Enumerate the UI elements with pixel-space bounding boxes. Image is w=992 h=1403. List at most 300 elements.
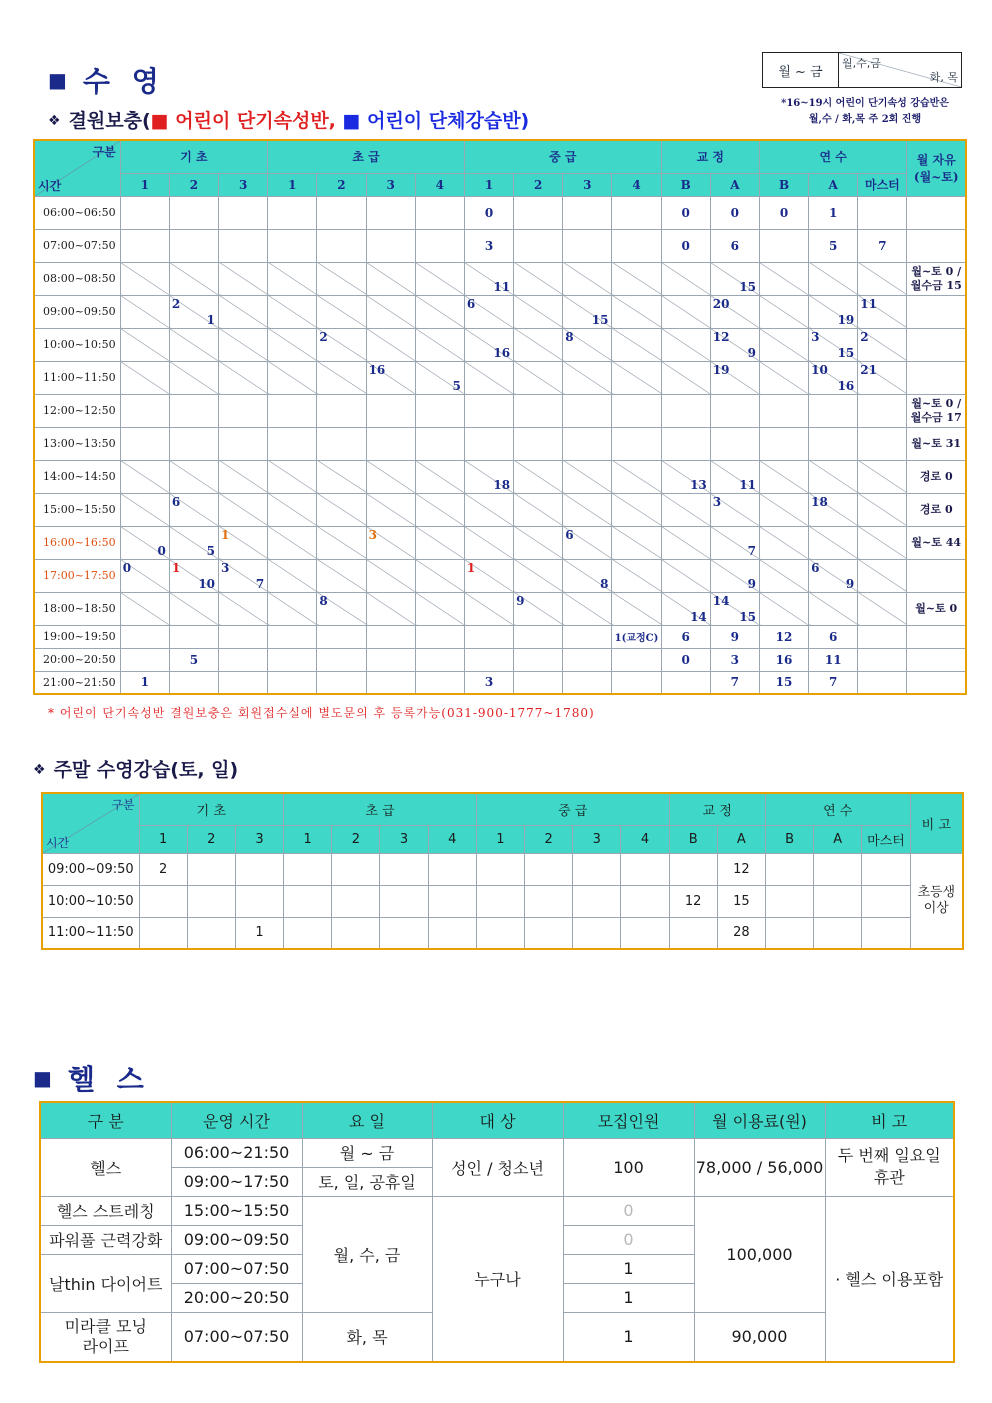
vacancy-table (33, 139, 967, 695)
vacancy-cell (809, 328, 858, 361)
vacancy-cell (514, 295, 563, 328)
weekend-cell (235, 885, 283, 917)
vacancy-cell (464, 394, 513, 427)
vacancy-cell (317, 427, 366, 460)
vacancy-cell (464, 493, 513, 526)
vacancy-cell (219, 394, 268, 427)
vacancy-cell (366, 460, 415, 493)
vacancy-cell (366, 196, 415, 229)
vacancy-count-right: 9 (747, 345, 756, 360)
vacancy-cell (366, 648, 415, 671)
vacancy-count: 6 (171, 494, 181, 509)
table-row (34, 196, 966, 229)
vacancy-count: 16 (368, 362, 386, 377)
group-class-marker: ■ 어린이 단체강습반) (342, 110, 530, 132)
strength-count: 0 (563, 1225, 694, 1254)
free-swim-cell: 월~토 0 / 월수금 17 (907, 394, 966, 427)
health-hdr-category: 구 분 (40, 1102, 171, 1138)
vacancy-cell (809, 592, 858, 625)
free-swim-cell (907, 295, 966, 328)
free-swim-cell: 월~토 44 (907, 526, 966, 559)
weekend-cell (525, 917, 573, 949)
vacancy-cell (415, 196, 464, 229)
vacancy-cell (514, 671, 563, 694)
health-hdr-fee: 월 이용료(원) (694, 1102, 825, 1138)
free-sub-label: (월~토) (913, 170, 959, 185)
vacancy-cell (563, 648, 612, 671)
health-hdr-remark: 비 고 (825, 1102, 954, 1138)
vacancy-count: 1 (140, 675, 149, 690)
vacancy-cell (759, 295, 808, 328)
vacancy-cell (169, 427, 218, 460)
vacancy-cell (759, 559, 808, 592)
vacancy-cell (858, 625, 907, 648)
subcol-header: B (661, 173, 710, 196)
vacancy-cell (759, 460, 808, 493)
subcol-header: 3 (219, 173, 268, 196)
legend-split (839, 53, 961, 87)
vacancy-cell (464, 671, 513, 694)
time-slot: 09:00~09:50 (34, 295, 120, 328)
vacancy-cell (612, 493, 661, 526)
vacancy-cell (759, 493, 808, 526)
vacancy-cell (612, 394, 661, 427)
strength-name: 파워풀 근력강화 (40, 1225, 171, 1254)
vacancy-cell (809, 671, 858, 694)
free-swim-cell (907, 648, 966, 671)
weekend-cell (428, 917, 476, 949)
vacancy-cell (317, 526, 366, 559)
vacancy-cell (661, 394, 710, 427)
vacancy-cell (317, 196, 366, 229)
table-row (42, 885, 963, 917)
vacancy-cell (514, 493, 563, 526)
vacancy-cell (858, 262, 907, 295)
vacancy-cell (661, 295, 710, 328)
vacancy-count: 15 (591, 312, 609, 327)
vacancy-cell (563, 671, 612, 694)
free-swim-cell (907, 328, 966, 361)
square-bullet-icon: ■ (48, 68, 73, 92)
vacancy-count: 11 (493, 279, 511, 294)
vacancy-cell (219, 526, 268, 559)
subcol-header: 마스터 (858, 173, 907, 196)
vacancy-cell (464, 648, 513, 671)
legend-box (762, 52, 962, 88)
vacancy-cell (464, 625, 513, 648)
time-slot: 12:00~12:50 (34, 394, 120, 427)
vacancy-count: 2 (860, 329, 869, 344)
vacancy-count: 1 (829, 205, 838, 220)
vacancy-cell (219, 295, 268, 328)
vacancy-cell (317, 592, 366, 625)
weekend-cell (476, 853, 524, 885)
weekend-cell (621, 853, 669, 885)
vacancy-count: 13 (690, 477, 707, 492)
time-slot: 15:00~15:50 (34, 493, 120, 526)
vacancy-cell (268, 592, 317, 625)
vacancy-cell (612, 592, 661, 625)
program-remark: · 헬스 이용포함 (825, 1196, 954, 1362)
free-swim-cell: 월~토 31 (907, 427, 966, 460)
time-slot: 10:00~10:50 (34, 328, 120, 361)
diet-time-2: 20:00~20:50 (171, 1283, 302, 1312)
vacancy-cell (809, 229, 858, 262)
vacancy-cell (661, 493, 710, 526)
corner-header (34, 140, 120, 196)
table-row (34, 229, 966, 262)
subcol-header: 마스터 (862, 825, 910, 853)
vacancy-cell (710, 648, 759, 671)
vacancy-cell (120, 262, 169, 295)
vacancy-cell (858, 559, 907, 592)
weekend-cell (621, 885, 669, 917)
vacancy-cell (415, 648, 464, 671)
vacancy-cell (317, 295, 366, 328)
vacancy-count: 12 (775, 629, 793, 644)
vacancy-count: 7 (829, 675, 838, 690)
table-row (34, 559, 966, 592)
vacancy-cell (514, 196, 563, 229)
vacancy-cell (219, 592, 268, 625)
vacancy-cell (268, 394, 317, 427)
vacancy-cell (612, 559, 661, 592)
vacancy-cell (612, 196, 661, 229)
vacancy-cell (464, 427, 513, 460)
vacancy-cell (366, 526, 415, 559)
vacancy-cell (809, 196, 858, 229)
strength-time: 09:00~09:50 (171, 1225, 302, 1254)
vacancy-count: 7 (730, 675, 740, 690)
subcol-header: 3 (380, 825, 428, 853)
vacancy-cell (563, 262, 612, 295)
vacancy-cell (612, 625, 661, 648)
free-swim-cell (907, 559, 966, 592)
vacancy-cell (415, 229, 464, 262)
group-free (907, 140, 966, 196)
subcol-header: 2 (169, 173, 218, 196)
time-slot: 17:00~17:50 (34, 559, 120, 592)
vacancy-cell (514, 229, 563, 262)
weekend-group-remark: 비 고 (910, 793, 963, 853)
weekend-cell: 15 (717, 885, 765, 917)
vacancy-cell (366, 592, 415, 625)
health-hdr-target: 대 상 (432, 1102, 563, 1138)
vacancy-cell (563, 196, 612, 229)
vacancy-cell (514, 592, 563, 625)
vacancy-cell (464, 592, 513, 625)
time-slot: 14:00~14:50 (34, 460, 120, 493)
weekend-time-slot: 11:00~11:50 (42, 917, 139, 949)
vacancy-cell (317, 460, 366, 493)
vacancy-cell (120, 648, 169, 671)
vacancy-cell (268, 671, 317, 694)
vacancy-cell (120, 592, 169, 625)
vacancy-cell (809, 295, 858, 328)
health-time-weekend: 09:00~17:50 (171, 1167, 302, 1196)
weekend-cell (428, 885, 476, 917)
table-row (34, 648, 966, 671)
health-target: 성인 / 청소년 (432, 1138, 563, 1196)
vacancy-cell (710, 671, 759, 694)
vacancy-cell (661, 648, 710, 671)
table-row (42, 853, 963, 885)
weekend-cell (765, 853, 813, 885)
weekend-cell (284, 917, 332, 949)
vacancy-cell (514, 526, 563, 559)
free-label: 월 자유 (916, 153, 956, 168)
vacancy-subtitle (48, 106, 529, 133)
vacancy-cell (759, 526, 808, 559)
vacancy-cell (268, 328, 317, 361)
vacancy-count: 0 (681, 652, 690, 667)
time-slot: 06:00~06:50 (34, 196, 120, 229)
vacancy-count: 6 (829, 629, 838, 644)
vacancy-count: 6 (565, 527, 574, 542)
vacancy-cell (219, 196, 268, 229)
vacancy-cell (514, 361, 563, 394)
weekend-cell (284, 853, 332, 885)
vacancy-cell (169, 493, 218, 526)
vacancy-cell (219, 493, 268, 526)
time-slot: 07:00~07:50 (34, 229, 120, 262)
vacancy-cell (710, 559, 759, 592)
vacancy-cell (219, 625, 268, 648)
vacancy-count: 1 (221, 527, 230, 542)
vacancy-cell (858, 493, 907, 526)
subcol-header: 4 (612, 173, 661, 196)
weekend-remark: 초등생 이상 (910, 853, 963, 949)
free-swim-cell: 경로 0 (907, 460, 966, 493)
subcol-header: 4 (428, 825, 476, 853)
vacancy-count: 8 (600, 576, 609, 591)
vacancy-count-left: 2 (171, 296, 181, 311)
vacancy-cell (612, 460, 661, 493)
vacancy-count: 7 (747, 543, 756, 558)
weekend-group-intermediate: 중 급 (476, 793, 669, 825)
subcol-header: B (759, 173, 808, 196)
vacancy-cell (169, 361, 218, 394)
vacancy-cell (563, 328, 612, 361)
diet-time-1: 07:00~07:50 (171, 1254, 302, 1283)
vacancy-cell (759, 196, 808, 229)
weekend-group-beginner: 초 급 (284, 793, 477, 825)
vacancy-cell (219, 328, 268, 361)
square-bullet-icon: ■ (33, 1066, 58, 1090)
weekend-cell (332, 885, 380, 917)
vacancy-count: 19 (837, 312, 855, 327)
stretch-count: 0 (563, 1196, 694, 1225)
free-swim-cell: 월~토 0 (907, 592, 966, 625)
weekend-cell (476, 885, 524, 917)
table-row (42, 917, 963, 949)
vacancy-cell (169, 671, 218, 694)
health-hdr-time: 운영 시간 (171, 1102, 302, 1138)
vacancy-count: 21 (860, 362, 877, 377)
vacancy-cell (514, 648, 563, 671)
morning-count: 1 (563, 1312, 694, 1362)
weekend-cell: 2 (139, 853, 187, 885)
health-time-weekday: 06:00~21:50 (171, 1138, 302, 1167)
subcol-header: 2 (187, 825, 235, 853)
vacancy-cell (858, 526, 907, 559)
vacancy-cell (415, 460, 464, 493)
vacancy-cell (415, 671, 464, 694)
group-beginner: 초 급 (268, 140, 465, 173)
weekend-cell (862, 853, 910, 885)
vacancy-cell (809, 361, 858, 394)
health-name: 헬스 (40, 1138, 171, 1196)
subcol-header: 3 (366, 173, 415, 196)
vacancy-cell (809, 394, 858, 427)
vacancy-cell (415, 526, 464, 559)
vacancy-cell (366, 262, 415, 295)
vacancy-cell (710, 460, 759, 493)
vacancy-count: 16 (493, 345, 511, 360)
weekend-cell (139, 917, 187, 949)
vacancy-count: 8 (565, 329, 574, 344)
weekend-cell (573, 917, 621, 949)
vacancy-cell (710, 361, 759, 394)
vacancy-cell (366, 493, 415, 526)
vacancy-cell (661, 559, 710, 592)
vacancy-cell (563, 295, 612, 328)
health-hdr-count: 모집인원 (563, 1102, 694, 1138)
vacancy-cell (514, 427, 563, 460)
vacancy-cell (268, 427, 317, 460)
vacancy-cell (415, 427, 464, 460)
vacancy-cell (268, 460, 317, 493)
time-slot: 08:00~08:50 (34, 262, 120, 295)
vacancy-cell (317, 493, 366, 526)
vacancy-cell (464, 262, 513, 295)
subcol-header: 1 (139, 825, 187, 853)
vacancy-cell (759, 592, 808, 625)
weekend-table (41, 792, 964, 950)
kids-note-line1: *16~19시 어린이 단기속성 강습반은 (781, 98, 949, 109)
subcol-header: 3 (235, 825, 283, 853)
weekend-cell (187, 853, 235, 885)
vacancy-cell (563, 229, 612, 262)
vacancy-cell (120, 625, 169, 648)
group-basic: 기 초 (120, 140, 268, 173)
vacancy-count: 5 (452, 378, 461, 393)
vacancy-count: 6 (681, 629, 690, 644)
vacancy-cell (169, 559, 218, 592)
vacancy-count: 0 (122, 560, 132, 575)
vacancy-count: 11 (860, 296, 877, 311)
vacancy-cell (809, 262, 858, 295)
vacancy-cell (661, 625, 710, 648)
vacancy-cell (661, 361, 710, 394)
vacancy-count: 5 (206, 543, 216, 558)
weekend-corner-bottom: 시간 (46, 835, 70, 850)
vacancy-count-left: 3 (811, 329, 820, 344)
subcol-header: A (809, 173, 858, 196)
vacancy-count: 3 (368, 527, 377, 542)
vacancy-cell (563, 460, 612, 493)
vacancy-cell (120, 526, 169, 559)
vacancy-cell (710, 427, 759, 460)
weekend-cell (380, 885, 428, 917)
table-row (34, 394, 966, 427)
legend-weekday: 월 ~ 금 (763, 53, 839, 87)
vacancy-cell (464, 460, 513, 493)
program-target: 누구나 (432, 1196, 563, 1362)
vacancy-count: 15 (739, 279, 756, 294)
vacancy-cell (268, 648, 317, 671)
vacancy-count: 3 (484, 238, 494, 253)
vacancy-cell (120, 460, 169, 493)
vacancy-cell (366, 229, 415, 262)
table-row (34, 295, 966, 328)
vacancy-cell (661, 671, 710, 694)
vacancy-cell (858, 460, 907, 493)
vacancy-cell (268, 526, 317, 559)
vacancy-cell (268, 361, 317, 394)
vacancy-cell (366, 328, 415, 361)
vacancy-cell (169, 262, 218, 295)
short-course-marker: ■ 어린이 단기속성반, (150, 110, 336, 132)
weekend-cell (621, 917, 669, 949)
subcol-header: A (717, 825, 765, 853)
weekend-cell: 1 (235, 917, 283, 949)
diet-name: 날thin 다이어트 (40, 1254, 171, 1312)
vacancy-cell (317, 262, 366, 295)
vacancy-cell (858, 229, 907, 262)
vacancy-cell (858, 361, 907, 394)
weekend-cell (765, 885, 813, 917)
vacancy-cell (366, 559, 415, 592)
vacancy-cell (563, 493, 612, 526)
vacancy-cell (612, 526, 661, 559)
vacancy-cell (169, 394, 218, 427)
table-row (34, 592, 966, 625)
vacancy-count: 9 (747, 576, 756, 591)
vacancy-cell (612, 262, 661, 295)
vacancy-cell (317, 625, 366, 648)
vacancy-cell (317, 361, 366, 394)
vacancy-count: 19 (712, 362, 730, 377)
table-row (34, 262, 966, 295)
weekend-cell: 12 (669, 885, 717, 917)
subcol-header: A (710, 173, 759, 196)
vacancy-count-right: 15 (739, 609, 756, 624)
weekend-subtitle (33, 755, 238, 782)
table-row (34, 625, 966, 648)
health-section-title (33, 1058, 150, 1098)
morning-days: 화, 목 (302, 1312, 432, 1362)
vacancy-cell (563, 592, 612, 625)
vacancy-cell (858, 328, 907, 361)
vacancy-cell (366, 394, 415, 427)
vacancy-cell (464, 328, 513, 361)
vacancy-cell (219, 460, 268, 493)
vacancy-cell (415, 625, 464, 648)
vacancy-cell (661, 460, 710, 493)
vacancy-count: 18 (811, 494, 828, 509)
vacancy-cell (612, 648, 661, 671)
vacancy-cell (563, 526, 612, 559)
vacancy-cell (120, 328, 169, 361)
weekend-cell (187, 885, 235, 917)
vacancy-cell (366, 671, 415, 694)
vacancy-cell (120, 394, 169, 427)
vacancy-cell (809, 625, 858, 648)
vacancy-count: 5 (829, 238, 838, 253)
weekend-cell (332, 853, 380, 885)
vacancy-cell (858, 592, 907, 625)
